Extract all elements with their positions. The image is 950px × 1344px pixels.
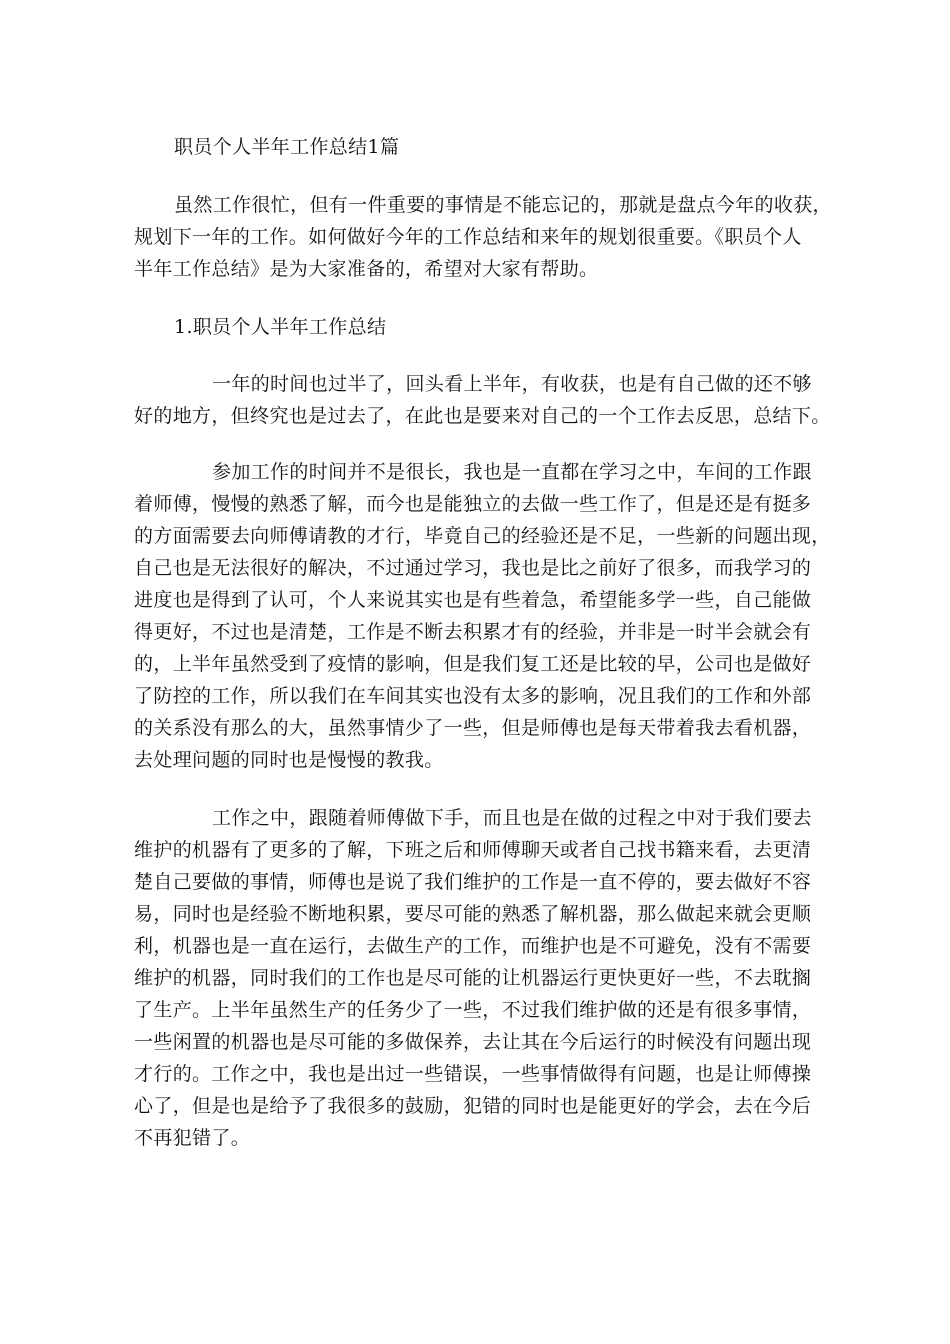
paragraph-line: 维护的机器有了更多的了解，下班之后和师傅聊天或者自己找书籍来看，去更清 (134, 839, 812, 861)
section-heading: 1.职员个人半年工作总结 (174, 316, 387, 338)
paragraph-line: 一年的时间也过半了，回头看上半年，有收获，也是有自己做的还不够 (212, 373, 812, 395)
paragraph-line: 好的地方，但终究也是过去了，在此也是要来对自己的一个工作去反思，总结下。 (134, 405, 831, 427)
paragraph-line: 才行的。工作之中，我也是出过一些错误，一些事情做得有问题，也是让师傅操 (134, 1063, 812, 1085)
intro-line: 半年工作总结》是为大家准备的，希望对大家有帮助。 (134, 258, 599, 280)
paragraph-line: 一些闲置的机器也是尽可能的多做保养，去让其在今后运行的时候没有问题出现 (134, 1031, 812, 1053)
paragraph-line: 自己也是无法很好的解决，不过通过学习，我也是比之前好了很多，而我学习的 (134, 557, 812, 579)
paragraph-line: 了生产。上半年虽然生产的任务少了一些，不过我们维护做的还是有很多事情， (134, 999, 812, 1021)
intro-line: 规划下一年的工作。如何做好今年的工作总结和来年的规划很重要。《职员个人 (134, 226, 802, 248)
paragraph-line: 不再犯错了。 (134, 1127, 251, 1149)
paragraph-line: 得更好，不过也是清楚，工作是不断去积累才有的经验，并非是一时半会就会有 (134, 621, 812, 643)
paragraph-line: 心了，但是也是给予了我很多的鼓励，犯错的同时也是能更好的学会，去在今后 (134, 1095, 812, 1117)
paragraph-line: 着师傅，慢慢的熟悉了解，而今也是能独立的去做一些工作了，但是还是有挺多 (134, 493, 812, 515)
document-title: 职员个人半年工作总结1篇 (174, 136, 400, 158)
paragraph-line: 参加工作的时间并不是很长，我也是一直都在学习之中，车间的工作跟 (212, 461, 812, 483)
paragraph-line: 维护的机器，同时我们的工作也是尽可能的让机器运行更快更好一些，不去耽搁 (134, 967, 812, 989)
paragraph-line: 进度也是得到了认可，个人来说其实也是有些着急，希望能多学一些，自己能做 (134, 589, 812, 611)
intro-line: 虽然工作很忙，但有一件重要的事情是不能忘记的，那就是盘点今年的收获， (174, 194, 832, 216)
paragraph-line: 利，机器也是一直在运行，去做生产的工作，而维护也是不可避免，没有不需要 (134, 935, 812, 957)
paragraph-line: 的关系没有那么的大，虽然事情少了一些，但是师傅也是每天带着我去看机器， (134, 717, 812, 739)
paragraph-line: 楚自己要做的事情，师傅也是说了我们维护的工作是一直不停的，要去做好不容 (134, 871, 812, 893)
paragraph-line: 的方面需要去向师傅请教的才行，毕竟自己的经验还是不足，一些新的问题出现， (134, 525, 831, 547)
paragraph-line: 的，上半年虽然受到了疫情的影响，但是我们复工还是比较的早，公司也是做好 (134, 653, 812, 675)
paragraph-line: 了防控的工作，所以我们在车间其实也没有太多的影响，况且我们的工作和外部 (134, 685, 812, 707)
paragraph-line: 易，同时也是经验不断地积累，要尽可能的熟悉了解机器，那么做起来就会更顺 (134, 903, 812, 925)
paragraph-line: 去处理问题的同时也是慢慢的教我。 (134, 749, 444, 771)
paragraph-line: 工作之中，跟随着师傅做下手，而且也是在做的过程之中对于我们要去 (212, 807, 812, 829)
